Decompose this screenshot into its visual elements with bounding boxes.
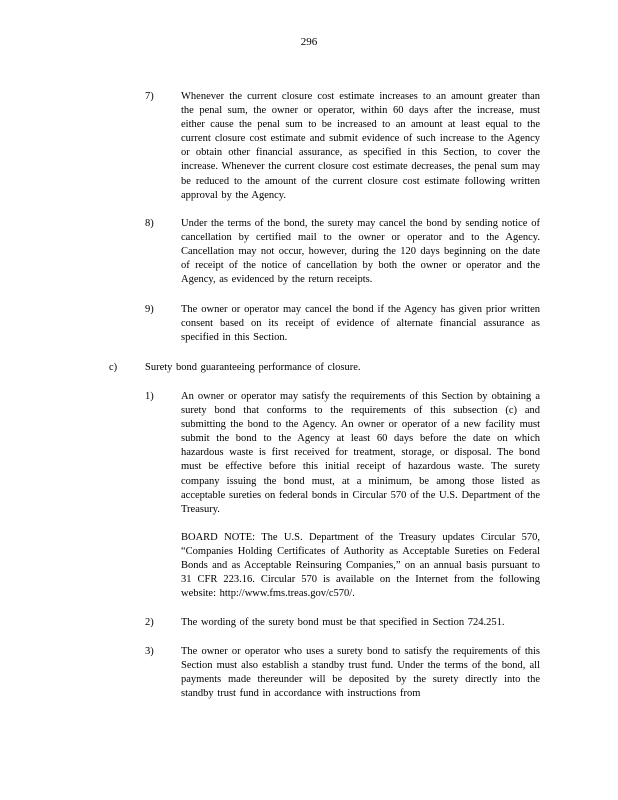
item-marker-2: 2): [145, 617, 154, 628]
item-text-7: Whenever the current closure cost estimate increases to an amount greater than the penal sum, the owner or operator, within 60 days after the increase, must either cause the penal sum to be increased to an amount at least equal to the current closure cost estimate and submit evidence of such increase to the Agency or obtain other financial assurance, as specified in this Section, to cover the increase. Whenever the current closure cost estimate decreases, the penal sum may be reduced to the amount of the current closure cost estimate following written approval by the Agency.: [181, 91, 540, 201]
item-text-3: The owner or operator who uses a surety bond to satisfy the requirements of this Section must also establish a standby trust fund. Under the terms of the bond, all payments made thereunder will be deposited by the surety directly into the standby trust fund in accordance with instructions from: [181, 646, 540, 700]
item-marker-9: 9): [145, 304, 154, 315]
item-marker-7: 7): [145, 91, 154, 102]
item-marker-8: 8): [145, 218, 154, 229]
section-marker-c: c): [109, 362, 118, 373]
page-number: 296: [300, 36, 318, 48]
board-note: BOARD NOTE: The U.S. Department of the Treasury updates Circular 570, “Companies Holding Certificates of Authority as Acceptable Sureties on Federal Bonds and as Acceptable Reinsuring Companies,” on an annual basis pursuant to 31 CFR 223.16. Circular 570 is available on the Internet from the following website: http://www.fms.treas.gov/c570/.: [181, 532, 540, 600]
item-text-1: An owner or operator may satisfy the requirements of this Section by obtaining a surety bond that conforms to the requirements of this subsection (c) and submitting the bond to the Agency. An owner or operator of a new facility must submit the bond to the Agency at least 60 days before the date on which hazardous waste is first received for treatment, storage, or disposal. The bond must be effective before this initial receipt of hazardous waste. The surety company issuing the bond must, at a minimum, be among those listed as acceptable sureties on federal bonds in Circular 570 of the U.S. Department of the Treasury.: [181, 391, 540, 515]
item-text-2: The wording of the surety bond must be that specified in Section 724.251.: [181, 617, 505, 628]
item-marker-3: 3): [145, 646, 154, 657]
item-text-8: Under the terms of the bond, the surety may cancel the bond by sending notice of cancellation by certified mail to the owner or operator and to the Agency. Cancellation may not occur, however, during the 120 days beginning on the date of receipt of the notice of cancellation by both the owner or operator and the Agency, as evidenced by the return receipts.: [181, 218, 540, 286]
section-heading-c: Surety bond guaranteeing performance of closure.: [145, 362, 361, 373]
item-marker-1: 1): [145, 391, 154, 402]
item-text-9: The owner or operator may cancel the bond if the Agency has given prior written consent based on its receipt of evidence of alternate financial assurance as specified in this Section.: [181, 304, 540, 344]
